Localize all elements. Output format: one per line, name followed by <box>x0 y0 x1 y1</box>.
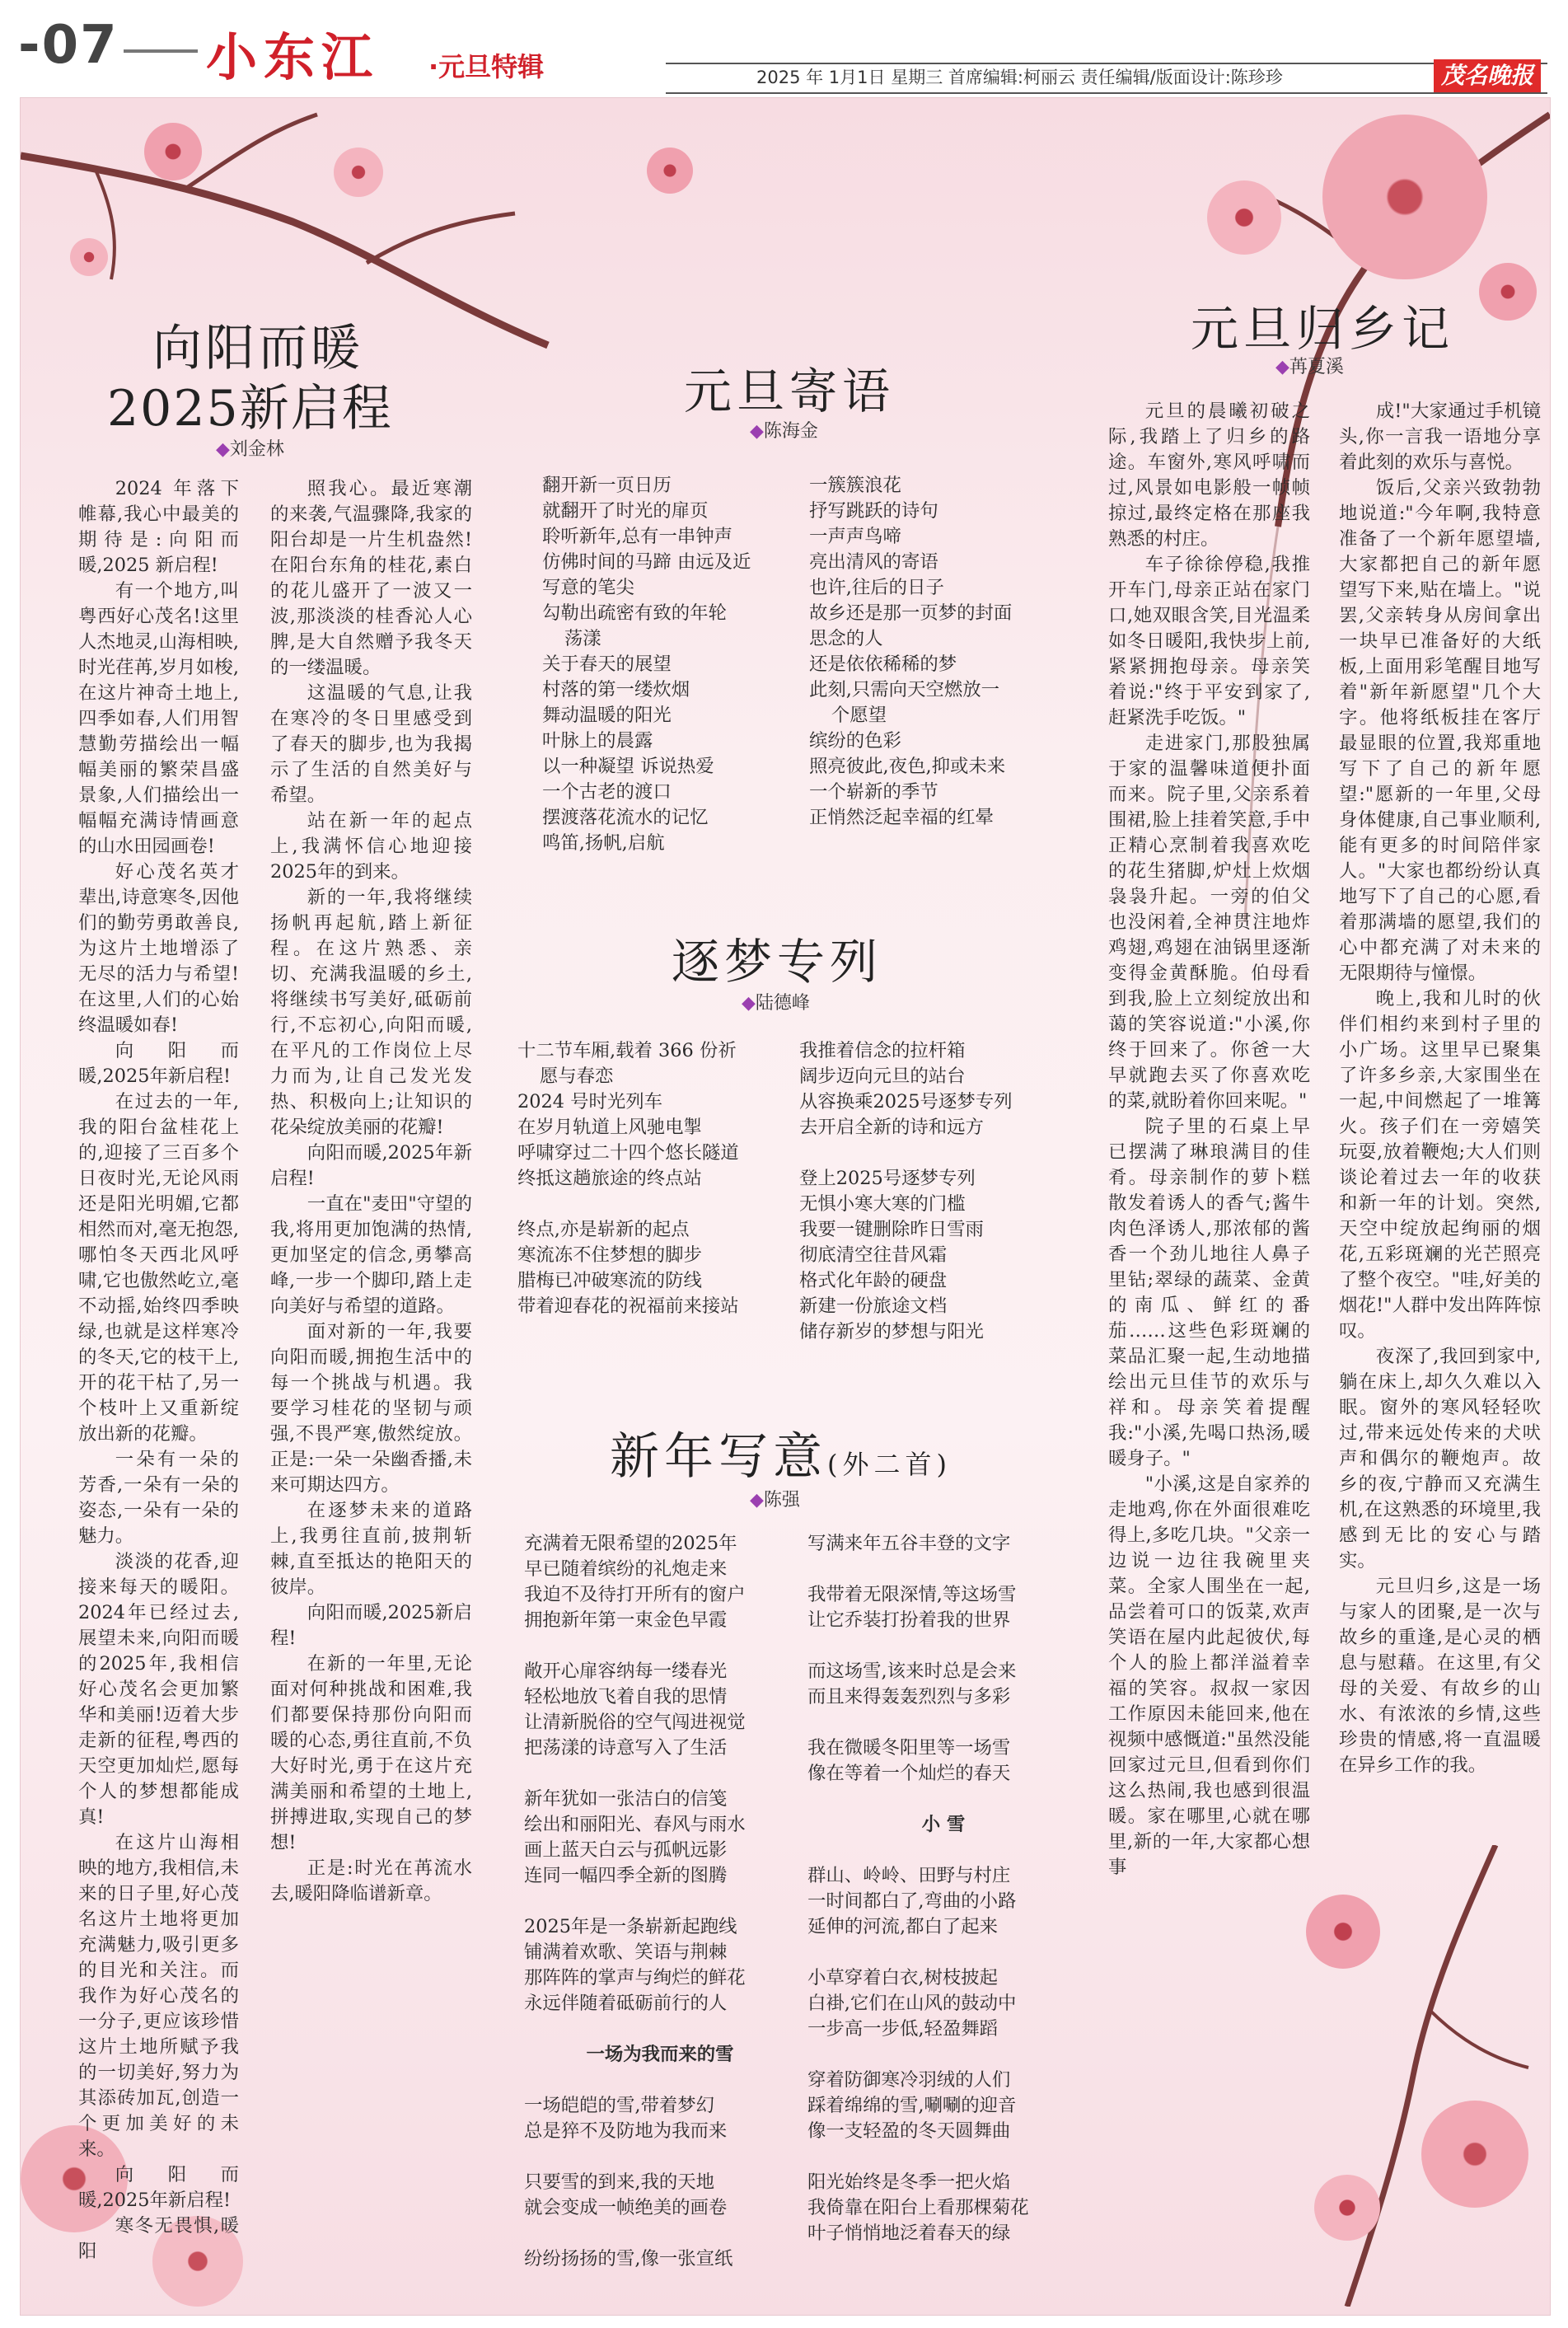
poem-line: 勾勒出疏密有致的年轮 <box>542 602 727 624</box>
poem-line: 无惧小寒大寒的门槛 <box>799 1193 966 1215</box>
issue-meta: 2025 年 1月1日 星期三 首席编辑:柯丽云 责任编辑/版面设计:陈珍珍 <box>756 68 1283 87</box>
poem-line: 我带着无限深情,等这场雪 <box>807 1584 1017 1605</box>
poem-line: 彻底清空往昔风霜 <box>799 1244 948 1266</box>
poem-line: 踩着绵绵的雪,唰唰的迎音 <box>807 2095 1017 2116</box>
poem-line: 让清新脱俗的空气闯进视觉 <box>524 1712 746 1733</box>
paragraph: 车子徐徐停稳,我推开车门,母亲正站在家门口,她双眼含笑,目光温柔如冬日暖阳,我快步上前,紧紧拥抱母亲。母亲笑着说:"终于平安到家了,赶紧洗手吃饭。" <box>1108 554 1310 728</box>
poem-line: 新建一份旅途文档 <box>799 1295 948 1317</box>
poem-line: 带着迎春花的祝福前来接站 <box>517 1295 739 1317</box>
poem-line: 个愿望 <box>831 705 887 726</box>
blossom-3 <box>647 148 693 194</box>
poem-line: 穿着防御寒冷羽绒的人们 <box>807 2069 1011 2091</box>
poem-line: 在岁月轨道上风驰电掣 <box>517 1117 702 1138</box>
header-divider <box>124 49 198 53</box>
section-name: ·元旦特辑 <box>428 51 545 82</box>
stanza-break <box>799 1141 1071 1166</box>
paragraph: 站在新一年的起点上,我满怀信心地迎接2025年的到来。 <box>270 810 472 883</box>
poem-line: 拥抱新年第一束金色早霞 <box>524 1609 728 1631</box>
article3-author: ◆ 陆德峰 <box>742 989 810 1014</box>
stanza-break <box>807 1557 1079 1582</box>
poem-line: 叶脉上的晨露 <box>542 730 653 752</box>
paragraph: 向阳而暖,2025年新启程! <box>270 1142 472 1189</box>
poem-line: 终抵这趟旅途的终点站 <box>517 1168 702 1189</box>
article2-column2 <box>809 473 1065 831</box>
poem-line: 寒流冻不住梦想的脚步 <box>517 1244 702 1266</box>
poem-line: 小草穿着白衣,树枝披起 <box>807 1967 999 1988</box>
poem-line: 荡漾 <box>564 628 601 649</box>
paragraph: 在这片山海相映的地方,我相信,未来的日子里,好心茂名这片土地将更加充满魅力,吸引更多的目光和关注。而我作为好心茂名的一分子,更应该珍惜这片土地所赋予我的一切美好,努力为其添砖加瓦,创造一个更加美好的未来。 <box>78 1832 239 2160</box>
stanza-break <box>524 2221 796 2246</box>
poem-line: 格式化年龄的硬盘 <box>799 1270 948 1291</box>
paragraph: 有一个地方,叫粤西好心茂名!这里人杰地灵,山海相映,时光荏苒,岁月如梭,在这片神奇土地上,四季如春,人们用智慧勤劳描绘出一幅幅美丽的繁荣昌盛景象,人们描绘出一幅幅充满诗情画意的山水田园画卷! <box>78 580 239 857</box>
stanza-break <box>807 2144 1079 2170</box>
paragraph: 淡淡的花香,迎接来每天的暖阳。2024年已经过去,展望未来,向阳而暖的2025年,我相信好心茂名会更加繁华和美丽!迈着大步走新的征程,粤西的天空更加灿烂,愿每个人的梦想都能成真! <box>78 1551 239 1828</box>
paragraph: 向阳而暖,2025新启程! <box>270 1602 472 1649</box>
paragraph: 走进家门,那股独属于家的温馨味道便扑面而来。院子里,父亲系着围裙,脸上挂着笑意,手中正精心烹制着我喜欢吃的花生猪脚,炉灶上炊烟袅袅升起。一旁的伯父也没闲着,全神贯注地炸鸡翅,鸡翅在油锅里逐渐变得金黄酥脆。伯母看到我,脸上立刻绽放出和蔼的笑容说道:"小溪,你终于回来了。你爸一大早就跑去买了你喜欢吃的菜,就盼着你回来呢。" <box>1108 733 1310 1112</box>
poem-line: 十二节车厢,载着 366 份祈 <box>517 1040 737 1061</box>
poem-line: 白褂,它们在山风的鼓动中 <box>807 1993 1017 2014</box>
blossom-10 <box>1306 1895 1380 1969</box>
poem-line: 就会变成一帧绝美的画卷 <box>524 2197 728 2218</box>
article5-column1 <box>1108 399 1310 1881</box>
blossom-2 <box>334 148 383 197</box>
poem-line: 群山、岭岭、田野与村庄 <box>807 1865 1011 1886</box>
paragraph: 元旦归乡,这是一场与家人的团聚,是一次与故乡的重逢,是心灵的栖息与慰藉。在这里,有父母的关爱、有故乡的山水、有浓浓的乡情,这些珍贵的情感,将一直温暖在异乡工作的我。 <box>1339 1576 1541 1776</box>
poem-line: 思念的人 <box>809 628 883 649</box>
article1-column2 <box>270 476 472 1907</box>
poem-line: 腊梅已冲破寒流的防线 <box>517 1270 702 1291</box>
plum-branch-top-left <box>21 98 762 378</box>
paragraph: 向阳而暖,2025年新启程! <box>78 1040 239 1087</box>
paragraph: 饭后,父亲兴致勃勃地说道:"今年啊,我特意准备了一个新年愿望墙,大家都把自己的新年愿望写下来,贴在墙上。"说罢,父亲转身从房间拿出一块早已准备好的大纸板,上面用彩笔醒目地写着"新年新愿望"几个大字。他将纸板挂在客厅最显眼的位置,我郑重地写下了自己的新年愿望:"愿新的一年里,父母身体健康,自己事业顺利,能有更多的时间陪伴家人。"大家也都纷纷认真地写下了自己的心愿,看着那满墙的愿望,我们的心中都充满了对未来的无限期待与憧憬。 <box>1339 477 1541 984</box>
poem-line: 我倚靠在阳台上看那棵菊花 <box>807 2197 1029 2218</box>
column-brand: 小东江 <box>206 27 380 87</box>
poem-line: 敞开心扉容纳每一缕春光 <box>524 1661 728 1682</box>
poem-line: 连同一幅四季全新的图腾 <box>524 1865 728 1886</box>
poem-line: 储存新岁的梦想与阳光 <box>799 1321 984 1342</box>
poem-line: 铺满着欢歌、笑语与荆棘 <box>524 1942 728 1963</box>
poem-line: 我要一键删除昨日雪雨 <box>799 1219 984 1240</box>
paragraph: 在新的一年里,无论面对何种挑战和困难,我们都要保持那份向阳而暖的心态,勇往直前,不负大好时光,勇于在这片充满美丽和希望的土地上,拼搏进取,实现自己的梦想! <box>270 1653 472 1853</box>
poem-line: 永远伴随着砥砺前行的人 <box>524 1993 728 2014</box>
stanza-break <box>807 1787 1079 1812</box>
poem-line: 正悄然泛起幸福的红晕 <box>809 807 994 828</box>
paragraph: 元旦的晨曦初破之际,我踏上了归乡的路途。车窗外,寒风呼啸而过,风景如电影般一帧帧掠过,最终定格在那座我熟悉的村庄。 <box>1108 400 1310 550</box>
poem-line: 亮出清风的寄语 <box>809 551 938 573</box>
paragraph: 晚上,我和儿时的伙伴们相约来到村子里的小广场。这里早已聚集了许多乡亲,大家围坐在一起,中间燃起了一堆篝火。孩子们在一旁嬉笑玩耍,放着鞭炮;大人们则谈论着过去一年的收获和新一年的计划。突然,天空中绽放起绚丽的烟花,五彩斑斓的光芒照亮了整个夜空。"哇,好美的烟花!"人群中发出阵阵惊叹。 <box>1339 988 1541 1342</box>
poem-line: 鸣笛,扬帆,启航 <box>542 832 665 854</box>
poem-line: 抒写跳跃的诗句 <box>809 500 938 522</box>
paragraph: 成!"大家通过手机镜头,你一言我一语地分享着此刻的欢乐与喜悦。 <box>1339 400 1541 473</box>
poem-line: 写意的笔尖 <box>542 577 634 598</box>
poem-line: 村落的第一缕炊烟 <box>542 679 690 700</box>
poem-line: 缤纷的色彩 <box>809 730 901 752</box>
poem-line: 像在等着一个灿烂的春天 <box>807 1763 1011 1784</box>
stanza-break <box>807 1940 1079 1965</box>
poem-line: 也许,往后的日子 <box>809 577 944 598</box>
paragraph: 寒冬无畏惧,暖阳 <box>78 2215 239 2262</box>
article4-column2 <box>807 1531 1079 2246</box>
article4-title-suffix: (外二首) <box>827 1449 952 1480</box>
blossom-6 <box>1207 180 1281 255</box>
blossom-1 <box>144 123 202 180</box>
article3-column2 <box>799 1038 1071 1345</box>
article1-title-line1: 向阳而暖 <box>152 320 363 377</box>
paragraph: 正是:时光在苒流水去,暖阳降临谱新章。 <box>270 1857 472 1904</box>
article4-title-main: 新年写意 <box>610 1428 827 1486</box>
stanza-break <box>524 2068 796 2093</box>
paragraph: 面对新的一年,我要向阳而暖,拥抱生活中的每一个挑战与机遇。我要学习桂花的坚韧与顽强,不畏严寒,傲然绽放。正是:一朵一朵幽香播,未来可期达四方。 <box>270 1321 472 1496</box>
paragraph: 新的一年,我将继续扬帆再起航,踏上新征程。在这片熟悉、亲切、充满我温暖的乡土,将继续书写美好,砥砺前行,不忘初心,向阳而暖,在平凡的工作岗位上尽力而为,让自己发光发热、积极向上;让知识的花朵绽放美丽的花瓣! <box>270 887 472 1138</box>
paragraph: 一直在"麦田"守望的我,将用更加饱满的热情,更加坚定的信念,勇攀高峰,一步一个脚印,踏上走向美好与希望的道路。 <box>270 1193 472 1317</box>
poem-line: 轻松地放飞着自我的思情 <box>524 1686 728 1707</box>
poem-line: 舞动温暖的阳光 <box>542 705 672 726</box>
page-header <box>0 0 1568 91</box>
poem-line: 画上蓝天白云与孤帆远影 <box>524 1839 728 1861</box>
poem-line: 此刻,只需向天空燃放一 <box>809 679 1000 700</box>
poem-subtitle: 一场为我而来的雪 <box>586 2044 734 2065</box>
poem-line: 延伸的河流,都白了起来 <box>807 1916 999 1937</box>
poem-line: 充满着无限希望的2025年 <box>524 1533 737 1554</box>
poem-line: 故乡还是那一页梦的封面 <box>809 602 1013 624</box>
poem-line: 一步高一步低,轻盈舞蹈 <box>807 2018 999 2040</box>
poem-line: 阳光始终是冬季一把火焰 <box>807 2171 1011 2193</box>
paragraph: 夜深了,我回到家中,躺在床上,却久久难以入眠。窗外的寒风轻轻吹过,带来远处传来的犬吠声和偶尔的鞭炮声。故乡的夜,宁静而又充满生机,在这熟悉的环境里,我感到无比的安心与踏实。 <box>1339 1346 1541 1572</box>
poem-line: 2025年是一条崭新起跑线 <box>524 1916 737 1937</box>
poem-line: 早已随着缤纷的礼炮走来 <box>524 1558 728 1580</box>
paragraph: 一朵有一朵的芳香,一朵有一朵的姿态,一朵有一朵的魅力。 <box>78 1449 239 1547</box>
poem-line: 纷纷扬扬的雪,像一张宣纸 <box>524 2248 733 2269</box>
poem-line: 从容换乘2025号逐梦专列 <box>799 1091 1013 1112</box>
stanza-break <box>524 2144 796 2170</box>
article4-title <box>610 1417 952 1488</box>
blossom-5 <box>1322 115 1487 279</box>
stanza-break <box>524 2017 796 2042</box>
poem-line: 呼啸穿过二十四个悠长隧道 <box>517 1142 739 1164</box>
poem-line: 而且来得轰轰烈烈与多彩 <box>807 1686 1011 1707</box>
stanza-break <box>524 1761 796 1787</box>
blossom-4 <box>70 238 108 276</box>
poem-line: 而这场雪,该来时总是会来 <box>807 1661 1017 1682</box>
poem-line: 照亮彼此,夜色,抑或未来 <box>809 756 1006 777</box>
poem-subtitle: 小 雪 <box>921 1814 966 1835</box>
article4-column1 <box>524 1531 796 2272</box>
poem-line: 终点,亦是崭新的起点 <box>517 1219 690 1240</box>
stanza-break <box>524 1633 796 1659</box>
poem-line: 就翻开了时光的扉页 <box>542 500 709 522</box>
poem-line: 我推着信念的拉杆箱 <box>799 1040 966 1061</box>
page-number: -07 <box>18 15 119 76</box>
blossom-11 <box>1421 2101 1528 2208</box>
plum-branch-bottom-right <box>1248 1845 1545 2307</box>
poem-line: 一个崭新的季节 <box>809 781 938 803</box>
poem-line: 让它乔装打扮着我的世界 <box>807 1609 1011 1631</box>
stanza-break <box>524 1889 796 1914</box>
newspaper-logo: 茂名晚报 <box>1434 59 1541 92</box>
poem-line: 登上2025号逐梦专列 <box>799 1168 976 1189</box>
paragraph: 这温暖的气息,让我在寒冷的冬日里感受到了春天的脚步,也为我揭示了生活的自然美好与希望。 <box>270 682 472 806</box>
poem-line: 只要雪的到来,我的天地 <box>524 2171 715 2193</box>
paragraph: 在过去的一年,我的阳台盆桂花上的,迎接了三百多个日夜时光,无论风雨还是阳光明媚,它都相然而对,毫无抱怨,哪怕冬天西北风呼啸,它也傲然屹立,毫不动摇,始终四季映绿,也就是这样寒冷的冬天,它的枝干上,开的花干枯了,另一个枝叶上又重新绽放出新的花瓣。 <box>78 1091 239 1445</box>
article3-title: 逐梦专列 <box>672 934 883 990</box>
poem-line: 阔步迈向元旦的站台 <box>799 1066 966 1087</box>
poem-line: 新年犹如一张洁白的信笺 <box>524 1788 728 1810</box>
poem-line: 2024 号时光列车 <box>517 1091 663 1112</box>
stanza-break <box>517 1192 789 1217</box>
poem-line: 一场皑皑的雪,带着梦幻 <box>524 2095 715 2116</box>
stanza-break <box>807 1838 1079 1863</box>
stanza-break <box>807 1710 1079 1735</box>
poem-line: 去开启全新的诗和远方 <box>799 1117 984 1138</box>
article2-title: 元旦寄语 <box>684 363 896 419</box>
poem-line: 总是猝不及防地为我而来 <box>524 2120 728 2142</box>
paragraph: "小溪,这是自家养的走地鸡,你在外面很难吃得上,多吃几块。"父亲一边说一边往我碗里夹菜。全家人围坐在一起,品尝着可口的饭菜,欢声笑语在屋内此起彼伏,每个人的脸上都洋溢着幸福的笑容。叔叔一家因工作原因未能回来,他在视频中感慨道:"虽然没能回家过元旦,但看到你们这么热闹,我也感到很温暖。家在哪里,心就在哪里,新的一年,大家都心想事 <box>1108 1473 1310 1878</box>
poem-line: 绘出和丽阳光、春风与雨水 <box>524 1814 746 1835</box>
poem-line: 一时间都白了,弯曲的小路 <box>807 1890 1017 1912</box>
poem-line: 以一种凝望 诉说热爱 <box>542 756 714 777</box>
article2-author: ◆ 陈海金 <box>750 417 818 443</box>
paragraph: 向阳而暖,2025年新启程! <box>78 2164 239 2211</box>
paragraph: 照我心。最近寒潮的来袭,气温骤降,我家的阳台却是一片生机盎然!在阳台东角的桂花,素白的花儿盛开了一波又一波,那淡淡的桂香沁人心脾,是大自然赠予我冬天的一缕温暖。 <box>270 478 472 678</box>
poem-line: 叶子悄悄地泛着春天的绿 <box>807 2223 1011 2244</box>
poem-line: 愿与春恋 <box>539 1066 614 1087</box>
poem-line: 把荡漾的诗意写入了生活 <box>524 1737 728 1759</box>
article3-column1 <box>517 1038 789 1319</box>
article2-column1 <box>542 473 781 856</box>
poem-line: 聆听新年,总有一串钟声 <box>542 526 733 547</box>
poem-line: 写满来年五谷丰登的文字 <box>807 1533 1011 1554</box>
article4-author: ◆ 陈强 <box>750 1486 800 1511</box>
paragraph: 好心茂名英才辈出,诗意寒冬,因他们的勤劳勇敢善良,为这片土地增添了无尽的活力与希望!在这里,人们的心始终温暖如春! <box>78 861 239 1036</box>
stanza-break <box>807 2042 1079 2068</box>
poem-line: 一声声鸟啼 <box>809 526 901 547</box>
blossom-12 <box>1314 2175 1380 2241</box>
article1-column1 <box>78 476 239 2265</box>
poem-line: 仿佛时间的马蹄 由远及近 <box>542 551 751 573</box>
article1-author: ◆ 刘金林 <box>216 435 284 461</box>
poem-line: 那阵阵的掌声与绚烂的鲜花 <box>524 1967 746 1988</box>
article1-title-line2: 2025新启程 <box>107 380 393 438</box>
poem-line: 一簇簇浪花 <box>809 475 901 496</box>
paragraph: 2024 年落下帷幕,我心中最美的期待是:向阳而暖,2025 新启程! <box>78 478 239 576</box>
article5-title: 元旦归乡记 <box>1191 301 1455 357</box>
poem-line: 我在微暖冬阳里等一场雪 <box>807 1737 1011 1759</box>
paragraph: 在逐梦未来的道路上,我勇往直前,披荆斩棘,直至抵达的艳阳天的彼岸。 <box>270 1500 472 1598</box>
poem-line: 还是依依稀稀的梦 <box>809 653 957 675</box>
poem-line: 关于春天的展望 <box>542 653 672 675</box>
poem-line: 我迫不及待打开所有的窗户 <box>524 1584 746 1605</box>
stanza-break <box>807 1633 1079 1659</box>
poem-line: 翻开新一页日历 <box>542 475 672 496</box>
blossom-7 <box>1479 263 1537 321</box>
poem-line: 像一支轻盈的冬天圆舞曲 <box>807 2120 1011 2142</box>
poem-line: 一个古老的渡口 <box>542 781 672 803</box>
article5-column2 <box>1339 399 1541 1778</box>
article5-author: ◆ 苒夏溪 <box>1275 353 1344 378</box>
paragraph: 院子里的石桌上早已摆满了琳琅满目的佳肴。母亲制作的萝卜糕散发着诱人的香气;酱牛肉色泽诱人,那浓郁的酱香一个劲儿地往人鼻子里钻;翠绿的蔬菜、金黄的南瓜、鲜红的番茄……这些色彩斑斓的菜品汇聚一起,生动地描绘出元旦佳节的欢乐与祥和。母亲笑着提醒我:"小溪,先喝口热汤,暖暖身子。" <box>1108 1116 1310 1469</box>
poem-line: 摆渡落花流水的记忆 <box>542 807 709 828</box>
